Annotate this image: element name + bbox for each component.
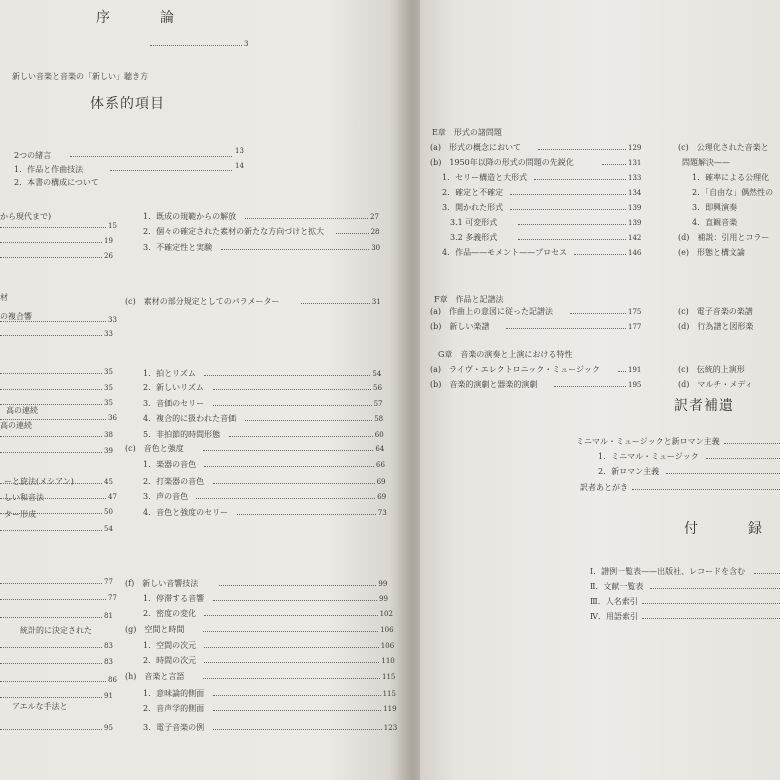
toc-entry-leader bbox=[203, 631, 378, 632]
toc-entry-label: 2．新しいリズム bbox=[143, 383, 204, 392]
appendix-item-label: Ⅱ．文献一覧表 bbox=[590, 582, 644, 591]
toc-entry-page: 58 bbox=[374, 415, 384, 423]
left-column-leader bbox=[0, 681, 106, 682]
toc-entry-leader bbox=[213, 710, 382, 711]
toc-entry-label: (f) 新しい音響技法 bbox=[125, 579, 199, 588]
left-column-leader bbox=[0, 227, 106, 228]
toc-continuation-text: 問題解決—— bbox=[682, 158, 730, 167]
toc-entry-page: 31 bbox=[371, 298, 381, 306]
left-column-page: 83 bbox=[104, 642, 113, 650]
toc-entry-leader bbox=[204, 466, 374, 467]
translator-heading: 訳者補遺 bbox=[674, 398, 734, 414]
left-column-page: 38 bbox=[104, 431, 113, 439]
chapter-f-title: F章 作品と記譜法 bbox=[434, 295, 504, 304]
toc-entry-page: 66 bbox=[376, 461, 385, 469]
preface-entry-label: 新しい音楽と音楽の「新しい」聴き方 bbox=[12, 72, 148, 81]
toc-continuation-text: 2．「自由な」偶然性の bbox=[692, 188, 774, 197]
toc-continuation-text: (d) マルチ・メディ bbox=[678, 380, 753, 389]
toc-entry-leader bbox=[538, 149, 626, 150]
left-column-fragment: 材 bbox=[0, 293, 8, 302]
toc-continuation-text: (c) 公理化された音楽と bbox=[678, 143, 769, 152]
translator-item-label: ミニマル・ミュージックと新ロマン主義 bbox=[576, 437, 720, 446]
toc-entry-label: (c) 音色と強度 bbox=[125, 444, 184, 453]
toc-entry-leader bbox=[534, 179, 626, 180]
toc-entry-leader bbox=[213, 695, 381, 696]
toc-entry-leader bbox=[204, 662, 379, 663]
preface-leader bbox=[150, 45, 242, 46]
toc-entry-page: 115 bbox=[382, 673, 396, 681]
left-column-page: 19 bbox=[104, 237, 113, 245]
appendix-item-leader bbox=[650, 588, 780, 589]
left-column-page: 39 bbox=[104, 447, 113, 455]
intro-item: 2．本書の構成について bbox=[14, 178, 99, 187]
left-column-page: 77 bbox=[104, 578, 113, 586]
left-column-leader bbox=[0, 530, 102, 531]
left-column-leader bbox=[0, 335, 102, 336]
toc-continuation-text: (c) 伝統的上演形 bbox=[678, 365, 745, 374]
toc-entry-leader bbox=[602, 164, 626, 165]
left-column-leader bbox=[0, 242, 102, 243]
intro-item: 2つの緒言 bbox=[14, 151, 52, 160]
appendix-heading: 付 録 bbox=[684, 521, 780, 537]
preface-heading: 序 論 bbox=[96, 10, 192, 26]
left-column-page: 91 bbox=[104, 692, 113, 700]
toc-entry-label: 2．音声学的側面 bbox=[143, 704, 205, 713]
left-column-leader bbox=[0, 321, 106, 322]
left-column-leader bbox=[0, 257, 102, 258]
toc-entry-leader bbox=[219, 585, 376, 586]
toc-entry-leader bbox=[204, 647, 378, 648]
left-column-fragment: 高の連続 bbox=[6, 406, 38, 415]
toc-entry-label: (a) 形式の概念において bbox=[430, 143, 522, 152]
left-column-fragment: アエルな手法と bbox=[12, 702, 68, 711]
toc-entry-label: (b) 1950年以降の形式の問題の先鋭化 bbox=[430, 158, 574, 167]
toc-entry-label: (a) 作曲上の意図に従った記譜法 bbox=[430, 307, 554, 316]
toc-entry-page: 133 bbox=[628, 174, 642, 182]
left-column-page: 50 bbox=[104, 508, 113, 516]
toc-entry-label: 3.1 可変形式 bbox=[450, 218, 498, 227]
toc-entry-label: 3．音価のセリー bbox=[143, 399, 205, 408]
toc-entry-label: (g) 空間と時間 bbox=[125, 625, 185, 634]
translator-item-leader bbox=[724, 443, 780, 444]
appendix-item-leader bbox=[642, 618, 780, 619]
toc-entry-leader bbox=[554, 386, 626, 387]
toc-entry-label: 2．時間の次元 bbox=[143, 656, 197, 665]
toc-entry-label: 3．開かれた形式 bbox=[442, 203, 504, 212]
toc-entry-leader bbox=[510, 209, 626, 210]
toc-entry-label: 1．拍とリズム bbox=[143, 369, 196, 378]
toc-entry-page: 139 bbox=[628, 219, 642, 227]
left-column-leader bbox=[0, 617, 102, 618]
toc-entry-page: 28 bbox=[370, 228, 380, 236]
toc-entry-page: 146 bbox=[628, 249, 642, 257]
toc-entry-page: 131 bbox=[628, 159, 642, 167]
toc-entry-leader bbox=[245, 218, 368, 219]
chapter-e-title: E章 形式の諸問題 bbox=[432, 128, 502, 137]
toc-entry-label: 1．楽器の音色 bbox=[143, 460, 197, 469]
toc-entry-leader bbox=[213, 483, 375, 484]
left-column-fragment: しい和音法 bbox=[4, 493, 44, 502]
translator-item-label: 1．ミニマル・ミュージック bbox=[598, 452, 699, 461]
left-column-page: 26 bbox=[104, 252, 113, 260]
toc-entry-leader bbox=[518, 239, 626, 240]
toc-entry-leader bbox=[213, 405, 372, 406]
toc-entry-leader bbox=[237, 514, 376, 515]
left-column-leader bbox=[0, 599, 106, 600]
toc-entry-label: 2．個々の確定された素材の新たな方向づけと拡大 bbox=[143, 227, 325, 236]
toc-entry-leader bbox=[518, 224, 626, 225]
left-column-leader bbox=[0, 436, 102, 437]
toc-entry-leader bbox=[213, 389, 371, 390]
toc-entry-page: 195 bbox=[628, 381, 642, 389]
toc-entry-page: 69 bbox=[376, 478, 386, 486]
system-heading: 体系的項目 bbox=[90, 96, 165, 112]
left-column-fragment: の複合響 bbox=[0, 312, 32, 321]
toc-entry-page: 115 bbox=[382, 690, 396, 698]
toc-entry-page: 139 bbox=[628, 204, 642, 212]
toc-entry-page: 106 bbox=[380, 626, 394, 634]
left-column-leader bbox=[0, 697, 102, 698]
toc-entry-leader bbox=[196, 498, 375, 499]
toc-entry-label: 5．非拍節的時間形態 bbox=[143, 430, 221, 439]
toc-entry-leader bbox=[336, 233, 369, 234]
toc-entry-page: 102 bbox=[379, 610, 393, 618]
toc-entry-page: 142 bbox=[628, 234, 642, 242]
toc-entry-leader bbox=[203, 450, 374, 451]
preface-entry-page: 3 bbox=[244, 40, 249, 48]
toc-entry-label: 1．意味論的側面 bbox=[143, 689, 205, 698]
left-column-leader bbox=[0, 452, 102, 453]
translator-item-leader bbox=[706, 458, 780, 459]
toc-entry-page: 54 bbox=[372, 370, 382, 378]
toc-entry-leader bbox=[203, 678, 380, 679]
left-column-leader bbox=[0, 483, 102, 484]
chapter-g-title: G章 音楽の演奏と上演における特性 bbox=[438, 350, 573, 359]
left-column-page: 33 bbox=[104, 330, 113, 338]
toc-entry-leader bbox=[245, 420, 372, 421]
left-column-leader bbox=[0, 513, 102, 514]
toc-entry-label: 4．作品——モメント——プロセス bbox=[442, 248, 568, 257]
toc-entry-leader bbox=[570, 313, 626, 314]
toc-continuation-text: 3．即興演奏 bbox=[692, 203, 738, 212]
toc-entry-leader bbox=[506, 328, 626, 329]
left-column-fragment: ター形成 bbox=[4, 510, 36, 519]
toc-entry-leader bbox=[204, 615, 377, 616]
left-column-page: 35 bbox=[104, 384, 113, 392]
toc-continuation-text: (e) 形態と構文論 bbox=[678, 248, 745, 257]
left-column-page: 35 bbox=[104, 368, 113, 376]
toc-entry-label: (c) 素材の部分規定としてのパラメーター bbox=[125, 297, 280, 306]
intro-page: 14 bbox=[235, 162, 244, 170]
left-column-page: 95 bbox=[104, 724, 113, 732]
toc-continuation-text: 4．直観音楽 bbox=[692, 218, 738, 227]
toc-entry-label: 1．既成の規範からの解放 bbox=[143, 212, 237, 221]
toc-entry-label: 3.2 多義形式 bbox=[450, 233, 498, 242]
appendix-item-label: Ⅲ．人名索引 bbox=[590, 597, 638, 606]
toc-entry-label: 3．不確定性と実験 bbox=[143, 243, 213, 252]
toc-entry-page: 73 bbox=[377, 509, 387, 517]
left-column-leader bbox=[0, 647, 102, 648]
left-column-fragment: 高の連続 bbox=[0, 421, 32, 430]
right-page bbox=[420, 0, 780, 780]
toc-entry-page: 99 bbox=[378, 580, 388, 588]
toc-entry-label: 4．複合的に扱われた音価 bbox=[143, 414, 237, 423]
translator-item-leader bbox=[666, 473, 780, 474]
left-column-fragment: 統計的に決定された bbox=[20, 626, 92, 635]
toc-entry-leader bbox=[574, 254, 626, 255]
toc-entry-label: 1．空間の次元 bbox=[143, 641, 197, 650]
toc-entry-page: 56 bbox=[373, 384, 382, 392]
toc-entry-page: 175 bbox=[628, 308, 642, 316]
toc-entry-label: 2．密度の変化 bbox=[143, 609, 197, 618]
left-column-leader bbox=[0, 373, 102, 374]
toc-entry-label: 3．声の音色 bbox=[143, 492, 189, 501]
left-column-page: 54 bbox=[104, 525, 113, 533]
toc-entry-page: 119 bbox=[383, 705, 397, 713]
toc-entry-leader bbox=[510, 194, 626, 195]
toc-entry-leader bbox=[204, 375, 370, 376]
toc-entry-leader bbox=[213, 600, 377, 601]
left-column-page: 36 bbox=[108, 414, 117, 422]
toc-entry-page: 134 bbox=[628, 189, 642, 197]
toc-entry-page: 69 bbox=[377, 493, 387, 501]
intro-page: 13 bbox=[235, 147, 244, 155]
toc-entry-page: 99 bbox=[379, 595, 388, 603]
appendix-item-leader bbox=[754, 573, 780, 574]
toc-entry-leader bbox=[618, 371, 626, 372]
intro-leader bbox=[110, 170, 232, 171]
toc-entry-page: 64 bbox=[375, 445, 385, 453]
left-column-leader bbox=[0, 389, 102, 390]
toc-entry-page: 30 bbox=[371, 244, 381, 252]
toc-continuation-text: (c) 電子音楽の楽譜 bbox=[678, 307, 753, 316]
toc-entry-label: (b) 新しい楽譜 bbox=[430, 322, 490, 331]
toc-entry-page: 106 bbox=[380, 642, 395, 650]
toc-entry-page: 27 bbox=[370, 213, 379, 221]
appendix-item-label: Ⅳ．用語索引 bbox=[590, 612, 638, 621]
toc-entry-label: (a) ライヴ・エレクトロニック・ミュージック bbox=[430, 365, 600, 374]
left-column-page: 15 bbox=[108, 222, 117, 230]
intro-item: 1．作品と作曲技法 bbox=[14, 165, 84, 174]
intro-leader bbox=[70, 156, 232, 157]
toc-entry-label: 1．セリー構造と大形式 bbox=[442, 173, 528, 182]
toc-entry-page: 57 bbox=[373, 400, 383, 408]
toc-entry-page: 191 bbox=[628, 366, 642, 374]
left-column-leader bbox=[0, 729, 102, 730]
toc-entry-leader bbox=[213, 729, 382, 730]
left-column-leader bbox=[0, 663, 102, 664]
toc-entry-leader bbox=[221, 249, 369, 250]
toc-entry-label: 3．電子音楽の例 bbox=[143, 723, 205, 732]
left-column-leader bbox=[0, 583, 102, 584]
toc-entry-page: 177 bbox=[628, 323, 642, 331]
left-column-page: 77 bbox=[108, 594, 117, 602]
toc-entry-page: 123 bbox=[383, 724, 398, 732]
toc-entry-leader bbox=[229, 436, 373, 437]
left-column-fragment: ーと旋法(メシアン) bbox=[4, 477, 74, 486]
left-column-leader bbox=[0, 498, 106, 499]
toc-entry-page: 129 bbox=[628, 144, 642, 152]
toc-entry-label: 4．音色と強度のセリー bbox=[143, 508, 229, 517]
left-column-leader bbox=[0, 404, 102, 405]
toc-entry-label: 2．打楽器の音色 bbox=[143, 477, 205, 486]
toc-continuation-text: 1．確率による公理化 bbox=[692, 173, 770, 182]
left-column-page: 45 bbox=[104, 478, 113, 486]
translator-item-leader bbox=[632, 489, 780, 490]
toc-entry-label: (b) 音楽的演劇と器楽的演劇 bbox=[430, 380, 538, 389]
toc-entry-page: 60 bbox=[374, 431, 384, 439]
left-column-page: 47 bbox=[108, 493, 117, 501]
toc-entry-leader bbox=[301, 303, 370, 304]
left-column-fragment: から現代まで) bbox=[0, 212, 52, 221]
left-column-page: 83 bbox=[104, 658, 113, 666]
toc-entry-page: 110 bbox=[381, 657, 395, 665]
left-column-page: 86 bbox=[108, 676, 117, 684]
appendix-item-leader bbox=[642, 603, 780, 604]
toc-entry-label: (h) 音楽と言語 bbox=[125, 672, 185, 681]
toc-continuation-text: (d) 行為譜と図形楽 bbox=[678, 322, 754, 331]
left-column-page: 33 bbox=[108, 316, 117, 324]
appendix-item-label: Ⅰ．譜例一覧表——出版社、レコードを含む bbox=[590, 567, 746, 576]
translator-item-label: 訳者あとがき bbox=[580, 483, 628, 492]
toc-entry-label: 1．停滞する音響 bbox=[143, 594, 205, 603]
translator-item-label: 2．新ロマン主義 bbox=[598, 467, 660, 476]
toc-entry-label: 2．確定と不確定 bbox=[442, 188, 504, 197]
left-column-leader bbox=[0, 419, 106, 420]
left-column-page: 35 bbox=[104, 399, 113, 407]
toc-continuation-text: (d) 補説：引用とコラー bbox=[678, 233, 770, 242]
left-column-page: 81 bbox=[104, 612, 113, 620]
